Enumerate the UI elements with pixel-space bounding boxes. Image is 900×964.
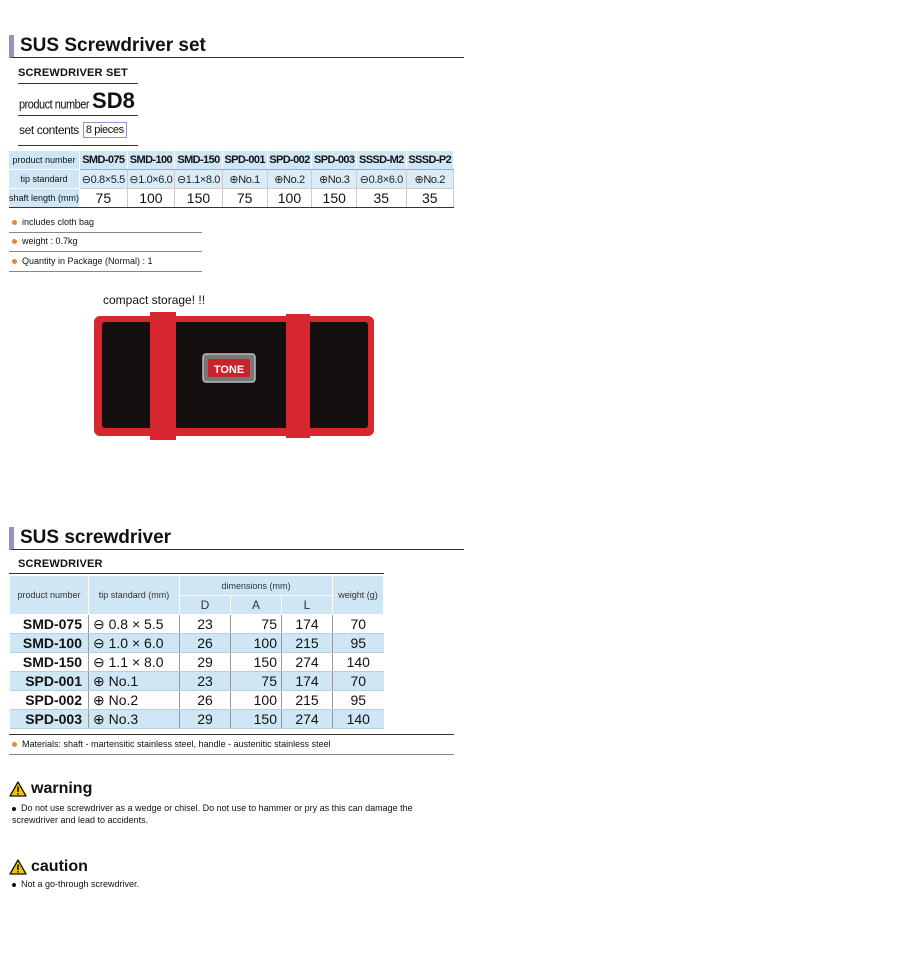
set-contents-line: [19, 122, 127, 138]
cell-l: 274: [282, 710, 333, 729]
divider: [18, 145, 138, 146]
set-code-cell: SPD-001: [222, 151, 267, 170]
product-table: [9, 575, 384, 729]
table-row: [10, 710, 384, 729]
note-text: Quantity in Package (Normal) : 1: [22, 256, 153, 266]
caution-title: caution: [31, 858, 88, 875]
cell-code: SPD-001: [10, 672, 89, 691]
header-a: A: [231, 596, 282, 615]
set-code-cell: SMD-100: [127, 151, 175, 170]
cell-code: SMD-075: [10, 615, 89, 634]
cell-code: SPD-003: [10, 710, 89, 729]
set-length-cell: 100: [267, 189, 312, 208]
header-weight: weight (g): [333, 576, 384, 615]
set-length-cell: 100: [127, 189, 175, 208]
cell-tip: ⊖ 1.0 × 6.0: [89, 634, 180, 653]
cell-tip: ⊖ 1.1 × 8.0: [89, 653, 180, 672]
bag-logo-text: TONE: [213, 364, 245, 376]
divider: [9, 573, 384, 574]
caution-item: [12, 878, 457, 890]
set-spec-table: [9, 151, 454, 208]
set-tip-cell: ⊕No.2: [267, 170, 312, 189]
note-item: [12, 217, 94, 227]
set-subtitle: SCREWDRIVER SET: [18, 67, 128, 79]
set-row-product-number: [9, 151, 454, 170]
bullet-icon: [12, 239, 17, 244]
image-caption: compact storage! !!: [103, 293, 206, 307]
set-code-cell: SMD-150: [175, 151, 223, 170]
note-item: [12, 236, 78, 246]
product-number-value: SD8: [92, 88, 135, 113]
set-code-cell: SSSD-M2: [357, 151, 406, 170]
product-number-label: product number: [19, 98, 90, 112]
product-number-line: [19, 88, 135, 114]
header-product-number: product number: [10, 576, 89, 615]
caution-text: Not a go-through screwdriver.: [21, 879, 140, 889]
warning-triangle-icon: [9, 781, 27, 797]
cell-l: 215: [282, 691, 333, 710]
set-contents-badge: 8 pieces: [83, 122, 127, 138]
bullet-icon: [12, 220, 17, 225]
cell-code: SMD-150: [10, 653, 89, 672]
warning-item: [12, 802, 457, 826]
table-row: [10, 615, 384, 634]
table-row: [10, 653, 384, 672]
bullet-icon: [12, 259, 17, 264]
bullet-icon: [12, 883, 16, 887]
set-tip-cell: ⊕No.2: [406, 170, 454, 189]
header-d: D: [180, 596, 231, 615]
caution-triangle-icon: [9, 859, 27, 875]
cell-d: 29: [180, 710, 231, 729]
divider: [9, 754, 454, 755]
set-tip-cell: ⊖0.8×5.5: [80, 170, 128, 189]
cell-d: 23: [180, 615, 231, 634]
cell-a: 100: [231, 634, 282, 653]
set-length-cell: 150: [312, 189, 357, 208]
header-dimensions: dimensions (mm): [180, 576, 333, 596]
cell-tip: ⊕ No.2: [89, 691, 180, 710]
cell-code: SMD-100: [10, 634, 89, 653]
set-length-cell: 35: [406, 189, 454, 208]
set-length-cell: 75: [80, 189, 128, 208]
bullet-icon: [12, 742, 17, 747]
cell-weight: 70: [333, 672, 384, 691]
warning-text: Do not use screwdriver as a wedge or chisel. Do not use to hammer or pry as this can damage the screwdriver and lead to accidents.: [12, 803, 413, 825]
cell-weight: 95: [333, 691, 384, 710]
row-label: shaft length (mm): [9, 189, 80, 208]
set-length-cell: 35: [357, 189, 406, 208]
header-tip-standard: tip standard (mm): [89, 576, 180, 615]
set-code-cell: SSSD-P2: [406, 151, 454, 170]
note-item: [12, 256, 153, 266]
cell-l: 174: [282, 615, 333, 634]
cell-weight: 140: [333, 653, 384, 672]
set-code-cell: SPD-002: [267, 151, 312, 170]
table-row: [10, 634, 384, 653]
bag-strap-right: [286, 314, 310, 438]
cell-weight: 95: [333, 634, 384, 653]
set-contents-label: set contents: [19, 123, 79, 137]
note-text: includes cloth bag: [22, 217, 95, 227]
divider: [18, 83, 138, 84]
divider: [9, 271, 202, 272]
cloth-bag-image: [88, 312, 378, 442]
divider: [9, 251, 202, 252]
cell-d: 23: [180, 672, 231, 691]
set-tip-cell: ⊖1.0×6.0: [127, 170, 175, 189]
table-row: [10, 691, 384, 710]
cell-d: 26: [180, 691, 231, 710]
cell-tip: ⊖ 0.8 × 5.5: [89, 615, 180, 634]
row-label: tip standard: [9, 170, 80, 189]
caution-heading: [9, 858, 88, 876]
set-code-cell: SPD-003: [312, 151, 357, 170]
cell-tip: ⊕ No.3: [89, 710, 180, 729]
set-tip-cell: ⊕No.3: [312, 170, 357, 189]
cell-a: 75: [231, 615, 282, 634]
cell-a: 150: [231, 653, 282, 672]
bag-strap-left: [150, 312, 176, 440]
table-row: [10, 672, 384, 691]
cell-l: 215: [282, 634, 333, 653]
table-header-row: [10, 576, 384, 596]
set-length-cell: 150: [175, 189, 223, 208]
bullet-icon: [12, 807, 16, 811]
set-section-title: SUS Screwdriver set: [9, 35, 464, 58]
set-tip-cell: ⊖0.8×6.0: [357, 170, 406, 189]
single-section-title: SUS screwdriver: [9, 527, 464, 550]
single-subtitle: SCREWDRIVER: [18, 558, 103, 570]
cell-l: 274: [282, 653, 333, 672]
warning-heading: [9, 780, 92, 798]
materials-note: [12, 739, 331, 749]
set-tip-cell: ⊖1.1×8.0: [175, 170, 223, 189]
divider: [9, 232, 202, 233]
cell-weight: 140: [333, 710, 384, 729]
note-text: weight : 0.7kg: [22, 236, 78, 246]
note-text: Materials: shaft - martensitic stainless steel, handle - austenitic stainless steel: [22, 739, 331, 749]
cell-l: 174: [282, 672, 333, 691]
warning-title: warning: [31, 780, 93, 797]
divider: [18, 115, 138, 116]
cell-a: 100: [231, 691, 282, 710]
divider: [9, 734, 454, 735]
cell-code: SPD-002: [10, 691, 89, 710]
set-row-shaft-length: [9, 189, 454, 208]
cell-weight: 70: [333, 615, 384, 634]
header-l: L: [282, 596, 333, 615]
cell-a: 75: [231, 672, 282, 691]
cell-d: 26: [180, 634, 231, 653]
cell-a: 150: [231, 710, 282, 729]
set-code-cell: SMD-075: [80, 151, 128, 170]
row-label: product number: [9, 151, 80, 170]
set-length-cell: 75: [222, 189, 267, 208]
cell-d: 29: [180, 653, 231, 672]
cell-tip: ⊕ No.1: [89, 672, 180, 691]
set-tip-cell: ⊕No.1: [222, 170, 267, 189]
set-row-tip-standard: [9, 170, 454, 189]
